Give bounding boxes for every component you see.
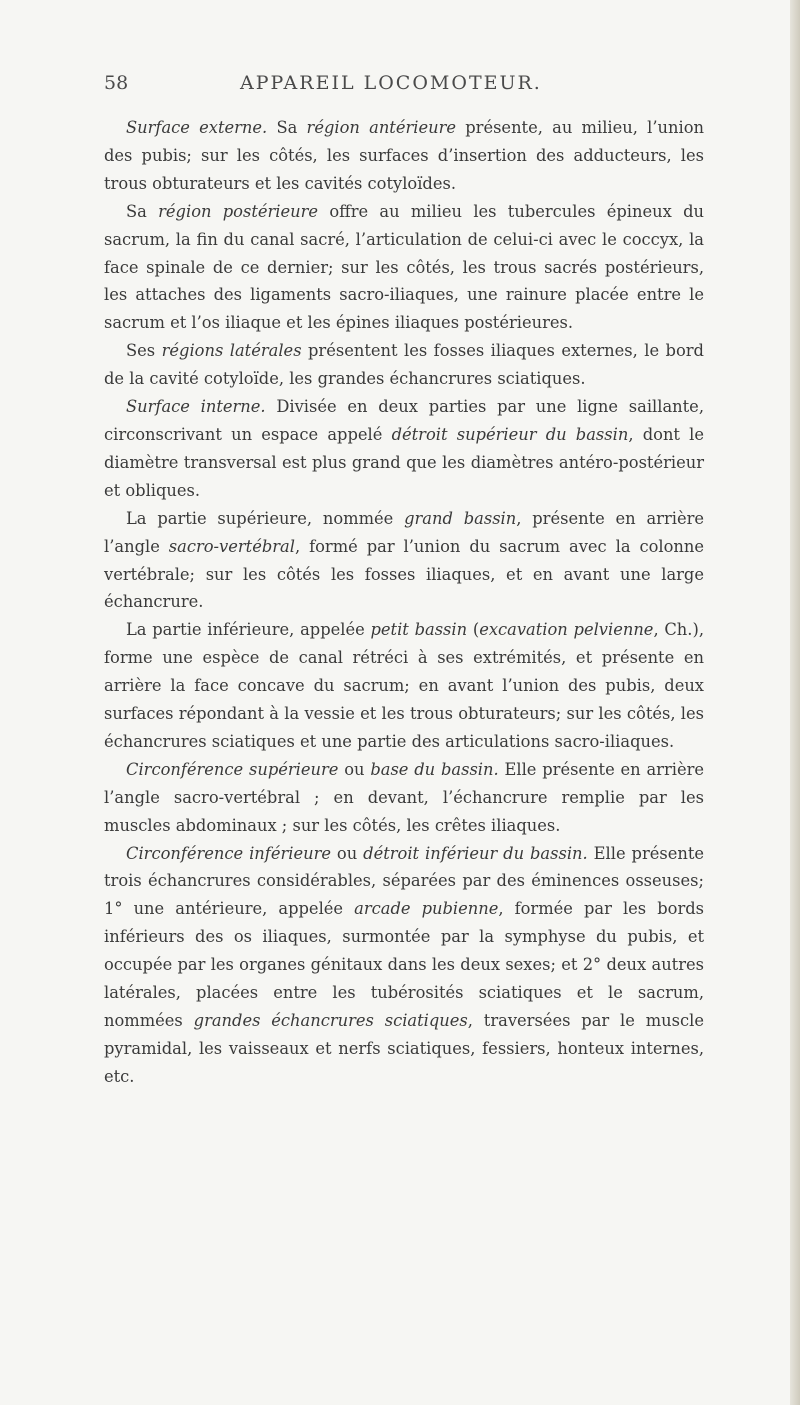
- text-run: Sa: [267, 118, 307, 137]
- text-run: , traversées par le muscle pyramidal, les vaisseaux et nerfs sciatiques, fessiers, honteux internes, etc.: [104, 1011, 704, 1086]
- italic-run: sacro-vertébral: [168, 536, 295, 556]
- text-run: , formé par l’union du sacrum avec la colonne vertébrale; sur les côtés les fosses iliaques, et en avant une large échancrure.: [104, 536, 704, 612]
- italic-run: grand bassin: [404, 508, 517, 528]
- text-run: Elle présente trois échancrures considérables, séparées par des éminences osseuses; 1° une antérieure, appelée: [104, 843, 705, 919]
- page-header: [104, 72, 704, 100]
- text-run: présentent les fosses iliaques externes, le bord de la cavité cotyloïde, les grandes échancrures sciatiques.: [104, 341, 704, 389]
- text-run: Elle présente en arrière l’angle sacro-vertébral ; en devant, l’échancrure remplie par les muscles abdominaux ; sur les côtés, les crêtes iliaques.: [104, 759, 704, 835]
- italic-run: détroit inférieur du bassin.: [363, 843, 588, 863]
- text-run: (: [467, 620, 480, 640]
- paragraph: [104, 505, 704, 617]
- italic-run: région postérieure: [158, 201, 319, 221]
- italic-run: région antérieure: [306, 118, 457, 137]
- italic-run: Surface externe.: [126, 118, 268, 137]
- text-run: La partie supérieure, nommée: [126, 508, 405, 528]
- italic-run: détroit supérieur du bassin: [391, 424, 629, 444]
- paragraph: [104, 337, 704, 393]
- text-run: Divisée en deux parties par une ligne saillante, circonscrivant un espace appelé: [104, 397, 704, 444]
- page-edge: [790, 0, 800, 1405]
- text-run: , formée par les bords inférieurs des os iliaques, surmontée par la symphyse du pubis, et occupée par les organes génitaux dans les deux sexes; et 2° deux autres latérales, placées entre les tubérosités sciatiques et le sacrum, nommées: [104, 899, 705, 1030]
- italic-run: Circonférence inférieure: [126, 843, 331, 863]
- italic-run: base du bassin.: [370, 759, 499, 779]
- running-title: APPAREIL LOCOMOTEUR.: [240, 72, 542, 94]
- text-run: Ses: [126, 341, 162, 361]
- paragraph: [104, 616, 704, 756]
- italic-run: petit bassin: [370, 620, 468, 640]
- italic-run: Circonférence supérieure: [126, 759, 339, 779]
- paragraph: [104, 114, 704, 198]
- text-run: ou: [330, 843, 364, 863]
- text-run: , dont le diamètre transversal est plus grand que les diamètres antéro-postérieur et obliques.: [104, 424, 705, 500]
- text-run: , Ch.), forme une espèce de canal rétréci à ses extrémités, et présente en arrière la face concave du sacrum; en avant l’union des pubis, deux surfaces répondant à la vessie et les trous obturateurs; sur les côtés, les échancrures sciatiques et une partie des articulations sacro-iliaques.: [104, 620, 704, 751]
- italic-run: grandes échancrures sciatiques: [193, 1011, 468, 1030]
- text-run: Sa: [126, 201, 159, 221]
- text-run: La partie inférieure, appelée: [126, 620, 371, 640]
- text-run: présente, au milieu, l’union des pubis; sur les côtés, les surfaces d’insertion des adducteurs, les trous obturateurs et les cavités cotyloïdes.: [104, 118, 704, 193]
- paragraph: [104, 393, 704, 505]
- italic-run: excavation pelvienne: [479, 620, 654, 640]
- page-number: 58: [104, 72, 129, 94]
- paragraph: [104, 756, 704, 840]
- italic-run: arcade pubienne: [354, 899, 499, 919]
- body-text: [104, 114, 704, 1091]
- italic-run: Surface interne.: [126, 397, 266, 417]
- italic-run: régions latérales: [161, 341, 302, 361]
- text-run: , présente en arrière l’angle: [104, 508, 705, 556]
- text-run: ou: [338, 759, 371, 779]
- paragraph: [104, 198, 704, 338]
- paragraph: [104, 840, 704, 1091]
- text-run: offre au milieu les tubercules épineux du sacrum, la fin du canal sacré, l’articulation de celui-ci avec le coccyx, la face spinale de ce dernier; sur les côtés, les trous sacrés postérieurs, les attaches des ligaments sacro-iliaques, une rainure placée entre le sacrum et l’os iliaque et les épines iliaques postérieures.: [104, 201, 704, 333]
